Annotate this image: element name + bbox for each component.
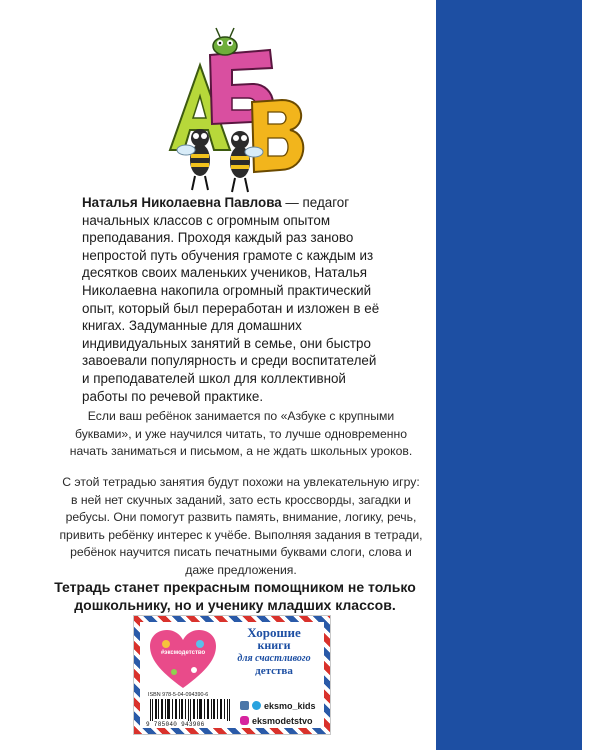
promo-title-line-3: для счастливого — [237, 653, 311, 664]
promo-title-line-2: книги — [257, 638, 291, 652]
heart-icon — [148, 628, 218, 692]
paragraph-reading-method: Если ваш ребёнок занимается по «Азбуке с крупными буквами», и уже научился читать, то лучше одновременно начать заниматься и письмом, а не ждать школьных уроков. — [69, 409, 413, 459]
barcode-number: 9 785040 943906 — [146, 721, 205, 728]
social-links — [240, 698, 316, 728]
social-handle-kids: eksmo_kids — [264, 700, 316, 711]
bug-on-top-icon — [213, 28, 237, 55]
closing-statement: Тетрадь станет прекрасным помощником не только дошкольнику, но и ученику младших классов. — [54, 579, 416, 613]
alphabet-illustration — [140, 10, 310, 200]
white-edge-stripe — [582, 0, 600, 750]
vk-icon — [240, 701, 249, 710]
heart-hashtag: #эксмодетство — [160, 650, 206, 656]
social-row-detstvo — [240, 713, 316, 728]
author-bio — [82, 194, 382, 405]
promo-title-line-1: Хорошие — [247, 625, 301, 640]
social-row-kids — [240, 698, 316, 713]
instagram-icon — [240, 716, 249, 725]
blue-side-band — [436, 0, 582, 750]
promo-title-line-4: детства — [255, 665, 293, 677]
author-bio-text: — педагог начальных классов с огромным опытом преподавания. Проходя каждый раз заново непростой путь обучения грамоте с каждым из десятков своих маленьких учеников, Наталья Николаевна накопила огромный практический опыт, который был переработан и изложен в её книгах. Задуманные для домашних индивидуальных занятий в семье, они быстро завоевали популярность и среди воспитателей и преподавателей школ для коллективной работы по речевой практике. — [82, 195, 380, 404]
promo-title — [224, 626, 324, 678]
letter-v-shape — [252, 100, 303, 172]
barcode-icon — [148, 699, 232, 721]
author-name: Наталья Николаевна Павлова — [82, 195, 282, 210]
social-handle-detstvo: eksmodetstvo — [252, 715, 313, 726]
isbn-label: ISBN 978-5-04-094390-6 — [148, 692, 209, 698]
publisher-promo-box — [134, 616, 330, 734]
paragraph-workbook-content: С этой тетрадью занятия будут похожи на увлекательную игру: в ней нет скучных заданий, зато есть кроссворды, загадки и ребусы. Они помогут развить память, внимание, логику, речь, привить ребёнку интерес к учёбе. Выполняя задания в тетради, ребёнок научится писать печатными буквами слоги, слова и даже предложения. — [59, 475, 423, 577]
telegram-icon — [252, 701, 261, 710]
